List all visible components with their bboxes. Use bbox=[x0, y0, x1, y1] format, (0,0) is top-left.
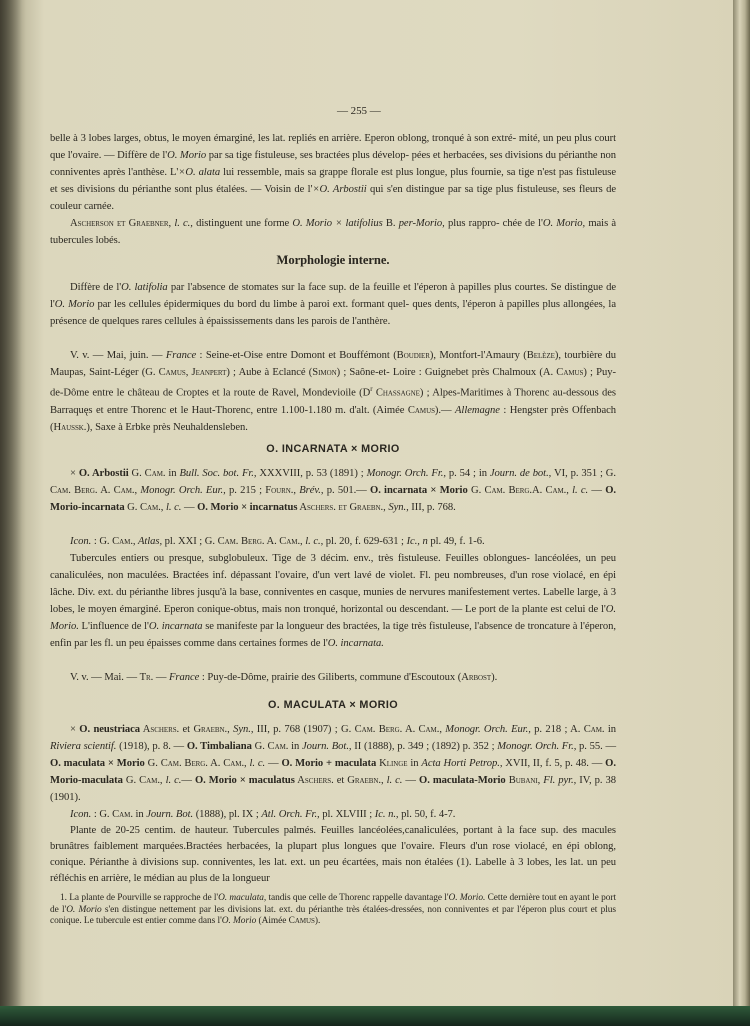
text-run: ) ; Alpes-Maritimes à Thorenc au-dessous des Barraquęs et entre Thorenc et le bbox=[50, 387, 616, 416]
text-run: mité, un peu plus court que l'ovaire. — Diffère de l' bbox=[50, 133, 616, 161]
text-run: XVII, II, f. 5, p. 48. — bbox=[502, 758, 606, 769]
text-run: bot., bbox=[532, 468, 552, 479]
text-run: Belèze bbox=[526, 350, 555, 361]
text-run: Cam. Berg.A. Cam., bbox=[484, 485, 569, 496]
text-run: — bbox=[181, 502, 198, 513]
text-run: Allemagne bbox=[455, 404, 500, 416]
text-run: et bbox=[333, 775, 348, 786]
text-run: et bbox=[179, 724, 194, 735]
text-run: G. bbox=[122, 775, 140, 786]
text-run: : Hengster près Offenbach ( bbox=[50, 404, 617, 433]
text-run: Monogr. Orch. Eur., bbox=[140, 485, 226, 496]
section-heading-maculata-morio: O. MACULATA × MORIO bbox=[267, 699, 399, 711]
text-run: Cam. bbox=[583, 724, 605, 735]
text-run: ( bbox=[523, 350, 527, 361]
incarnata-synonyms bbox=[50, 465, 616, 516]
text-run: courtes. Se distingue de l' bbox=[50, 282, 616, 310]
text-run: conique-obtus, mais non tronqué, horizontal ou descendant. — Le port de la plante est celui de l' bbox=[197, 604, 606, 615]
text-run: Monogr. Orch. bbox=[441, 724, 508, 735]
text-run: sup. des macules brunâtres faiblement marquées.Bractées herbacées, la plupart plus longues que l'ovaire. Fleurs bbox=[50, 825, 616, 852]
text-run: Aschers. bbox=[140, 724, 180, 735]
description-paragraph bbox=[50, 130, 616, 215]
text-run: Atlas, bbox=[135, 536, 163, 547]
incarnata-localities bbox=[50, 669, 616, 686]
text-run: VI, p. 351 ; G. bbox=[551, 468, 617, 479]
text-run: plus étalées. — Voisin de l' bbox=[195, 184, 313, 195]
text-run: p. 349 ; (1892) p. 352 ; bbox=[397, 741, 498, 752]
text-run: qui s'en distingue par sa tige plus fistuleuse, ses fleurs de couleur carnée. bbox=[50, 184, 616, 212]
text-run: O. Morio + maculata bbox=[281, 758, 377, 769]
text-run: Cam. Berg. A. Cam., bbox=[160, 758, 247, 769]
incarnata-icon-refs bbox=[50, 533, 616, 550]
text-run: lancéolées, un peu canaliculées, non maculées. Bractées inf. dépassant l'ovaire, d'un vert lavé de violet. Fl. bbox=[50, 553, 616, 581]
text-run: Morio bbox=[439, 485, 468, 496]
text-run: pées et herbacées, ses divisions du périanthe non conniventes après l'anthèse. L' bbox=[50, 150, 616, 178]
text-run: Camus bbox=[407, 404, 435, 416]
text-run: × bbox=[70, 468, 79, 479]
text-run: peu nombreuses, d'un rose violacé, en épi lâche. Div. ext. du périanthe libres jusqu'à la base, conniventes bbox=[50, 570, 616, 598]
text-run: per-Morio, bbox=[398, 218, 445, 229]
text-run: l. c. bbox=[568, 485, 589, 496]
text-run: (Aimée bbox=[256, 916, 289, 927]
text-run: Atl. Orch. Fr., bbox=[261, 809, 320, 820]
text-run: — bbox=[265, 758, 279, 769]
text-run: O. neustriaca bbox=[79, 724, 141, 735]
text-run: p. 218 ; A. bbox=[530, 724, 584, 735]
text-run: tandis que celle de Thorenc rappelle davantage l' bbox=[266, 893, 449, 903]
text-run: ), bbox=[86, 421, 93, 433]
text-run: IV, p. 38 (1901). bbox=[50, 775, 616, 803]
text-run: Brév., bbox=[299, 485, 324, 496]
text-run: : Puy-de-Dôme, prairie des Giliberts, commune d'Escoutoux ( bbox=[199, 672, 462, 683]
ascherson-note bbox=[50, 215, 616, 249]
text-run: très étalées-dressées, non conniventes et par l'éperon plus court et plus conique. Le tubercule est entier comme dans bbox=[50, 904, 617, 927]
text-run: Cam. Berg. A. Cam., bbox=[354, 724, 442, 735]
text-run: Journ. Bot. bbox=[146, 809, 194, 820]
text-run: et Graebn., bbox=[338, 502, 386, 513]
text-run: ), tourbière du Maupas, Saint-Léger (G. bbox=[50, 350, 617, 378]
book-cover-edge bbox=[0, 1006, 750, 1026]
text-run: se manifeste par la longueur des bractées, la tige très fistuleuse, l'absence bbox=[202, 621, 513, 632]
text-run: Camus bbox=[556, 367, 584, 378]
text-run: Tubercules entiers ou presque, subglobuleux. Tige de 3 décim. env., très fistuleuse. Feuilles oblongues- bbox=[70, 553, 530, 564]
text-run: in bbox=[165, 468, 180, 479]
text-run: Monogr. Orch. Fr., bbox=[497, 741, 577, 752]
text-run: ques dents, l'éperon à papilles plus allongées, la présence de quelques rares cellules à épaississements dans les bbox=[50, 299, 616, 327]
text-run: Saxe à Erbke près Neuhaldensleben. bbox=[95, 421, 248, 433]
text-run: lui ressemble, mais bbox=[220, 167, 305, 178]
text-run: O. Morio-maculata bbox=[50, 758, 616, 786]
text-run: O. incarnata. bbox=[327, 638, 384, 649]
text-run: s'en distingue nettement par les divisions lat. ext. du périanthe bbox=[101, 904, 343, 915]
text-run: pl. 20, f. 629-631 ; bbox=[323, 536, 407, 547]
text-run: O. latifolia bbox=[121, 282, 168, 293]
text-run: sa grappe florale est plus longue, plus fournie, sa tige n'est pas fistuleuse et ses divisions du périanthe sont bbox=[50, 167, 616, 195]
text-run: belle à 3 lobes larges, obtus, le moyen émarginé, les lat. repliés en arrière. Eperon oblong, tronqué à son extré- bbox=[50, 133, 517, 144]
text-run: G. bbox=[128, 468, 145, 479]
text-run: l. c., bbox=[302, 536, 324, 547]
text-run: Tr. bbox=[139, 672, 154, 683]
incarnata-description bbox=[50, 550, 616, 652]
text-run: Syn., bbox=[229, 724, 254, 735]
text-run: O. Morio bbox=[167, 150, 207, 161]
text-run: Cam. bbox=[267, 741, 289, 752]
text-run: p. 215 ; bbox=[225, 485, 266, 496]
page-gutter-shadow bbox=[0, 0, 22, 1006]
text-run: l. c. bbox=[383, 775, 403, 786]
text-run: O. maculata, bbox=[218, 893, 267, 903]
text-run: Fl. pyr., bbox=[540, 775, 577, 786]
text-run: II (1888), bbox=[351, 741, 395, 752]
text-run: Acta Horti Petrop., bbox=[421, 758, 503, 769]
text-run: chée de l' bbox=[502, 218, 543, 229]
text-run: G. bbox=[144, 758, 161, 769]
footnote bbox=[50, 893, 616, 928]
text-run: pl. XLVIII ; bbox=[319, 809, 375, 820]
maculata-synonyms bbox=[50, 721, 616, 806]
text-run: Camus, Jeanpert bbox=[158, 367, 227, 378]
text-run: O. Timbaliana bbox=[186, 741, 252, 752]
text-run: Bubani, bbox=[505, 775, 541, 786]
text-run: mais non étalées (1). Labelle à 3 lobes, les lat. un peu réfléchis en arrière, le médian au plus de la longueur bbox=[50, 857, 616, 884]
book-page-edge bbox=[733, 0, 750, 1026]
text-run: l. c. bbox=[246, 758, 266, 769]
text-run: (1888), pl. IX ; bbox=[193, 809, 262, 820]
text-run: Ic., n bbox=[406, 536, 428, 547]
text-run: p. 55. — bbox=[576, 741, 616, 752]
text-run: 1. La plante de Pourville se rapproche de l' bbox=[60, 893, 219, 903]
text-run: O. Morio bbox=[221, 916, 257, 927]
text-run: France bbox=[168, 672, 200, 683]
text-run: Haut-Thorenc, entre 1.100-1.180 m. d'alt. (Aimée bbox=[191, 404, 408, 416]
text-run: O. Morio bbox=[66, 904, 102, 915]
text-run: III, p. 768. bbox=[408, 502, 456, 513]
morphologie-paragraph bbox=[50, 279, 616, 330]
text-run: O. Morio × incarnatus bbox=[197, 502, 298, 513]
maculata-icon-refs bbox=[50, 806, 616, 823]
text-run: Eur., bbox=[511, 724, 531, 735]
text-run: p. 54 ; in bbox=[445, 468, 490, 479]
text-run: O. Morio × maculatus bbox=[194, 775, 295, 786]
text-run: O. Morio bbox=[54, 299, 95, 310]
text-run: par les cellules épidermiques du bord du limbe à paroi ext. formant quel- bbox=[94, 299, 410, 310]
text-run: Aschers. bbox=[294, 775, 334, 786]
text-run: mais à tubercules lobés. bbox=[50, 218, 616, 246]
text-run: : G. bbox=[91, 809, 113, 820]
text-run: Mondevioile (D bbox=[302, 387, 371, 399]
text-run: — bbox=[153, 672, 169, 683]
text-run: Ascherson et Graebner, bbox=[70, 218, 172, 229]
text-run: Icon. bbox=[70, 809, 92, 820]
text-run: Camus bbox=[288, 916, 315, 927]
text-run: O. Morio × latifolius bbox=[292, 218, 383, 229]
text-run: France bbox=[165, 350, 197, 361]
text-run: Aschers. bbox=[297, 502, 336, 513]
text-run: d'un rose violacé, en épi oblong, conique. Périanthe à divisions sup. conniventes, les lat. ext. un peu écartées, bbox=[50, 841, 616, 868]
text-run: ). bbox=[314, 916, 321, 927]
text-run: ) ; Saône-et- bbox=[336, 367, 390, 378]
text-run: pl. 49, f. 1-6. bbox=[427, 536, 485, 547]
section-heading-morphologie: Morphologie interne. bbox=[276, 253, 390, 267]
text-run: O. Morio-incarnata bbox=[50, 485, 617, 513]
text-run: par l'absence de stomates sur la face sup. de la feuille et l'éperon à papilles plus bbox=[167, 282, 512, 293]
text-run: Syn., bbox=[385, 502, 409, 513]
text-run: G. bbox=[251, 741, 268, 752]
maculata-description bbox=[50, 823, 616, 887]
text-run: ) ; Aube à Eclancé ( bbox=[226, 367, 313, 378]
text-run: O. Morio. bbox=[448, 893, 486, 903]
text-run: B. bbox=[382, 218, 399, 229]
text-run: O. Morio, bbox=[542, 218, 586, 229]
text-run: G. bbox=[124, 502, 140, 513]
text-run: Diffère de l' bbox=[70, 282, 122, 293]
text-run: Cette dernière tout en ayant le port de l' bbox=[50, 893, 616, 915]
text-run: pl. 50, f. 4-7. bbox=[398, 809, 456, 820]
text-run: Journ. Bot., bbox=[301, 741, 352, 752]
text-run: en casque, munies de nervures manifestement vertes. Labelle large, à 3 lobes, le moyen émarginé. Eperon bbox=[50, 587, 616, 615]
page-number: — 255 — bbox=[337, 105, 381, 117]
text-run: : G. bbox=[91, 536, 113, 547]
text-run: ), Montfort-l'Amaury bbox=[429, 350, 520, 361]
text-run: in bbox=[288, 741, 302, 752]
text-run: par sa tige fistuleuse, ses bractées plus dévelop- bbox=[206, 150, 409, 161]
text-run: — bbox=[402, 775, 420, 786]
text-run: r bbox=[370, 385, 373, 393]
text-run: V. v. — Mai, juin. — bbox=[70, 350, 166, 361]
text-run: ). bbox=[491, 672, 498, 683]
text-run: O. incarnata bbox=[148, 621, 203, 632]
text-run: Icon. bbox=[70, 536, 92, 547]
text-run: Ic. n., bbox=[374, 809, 399, 820]
text-run: pl. XXI ; G. bbox=[162, 536, 218, 547]
text-run: Boudier bbox=[396, 350, 430, 361]
text-run: parois de l'anthère. bbox=[311, 316, 391, 327]
text-run: Arbost bbox=[461, 672, 492, 683]
text-run: Graebn., bbox=[347, 775, 384, 786]
text-run: l' bbox=[217, 916, 222, 927]
text-run: O. Arbostii bbox=[78, 468, 129, 479]
text-run: Plante de 20-25 centim. de hauteur. Tubercules palmés. Feuilles lancéolées,canaliculées, portant à la face bbox=[70, 825, 537, 836]
text-run: Journ. de bbox=[489, 468, 530, 479]
text-run: G. bbox=[467, 485, 485, 496]
text-run: Loire : Guignebet près Chalmoux (A. bbox=[392, 367, 557, 378]
text-run: O. Morio. bbox=[50, 604, 616, 632]
text-run: III, p. 768 (1907) ; G. bbox=[253, 724, 355, 735]
text-run: Cam. Berg. A. Cam., bbox=[217, 536, 303, 547]
text-run: — bbox=[181, 775, 192, 786]
text-run: ×O. Arbostii bbox=[312, 184, 367, 195]
text-run: in bbox=[132, 809, 147, 820]
text-run: Simon bbox=[312, 367, 337, 378]
section-heading-incarnata-morio: O. INCARNATA × MORIO bbox=[266, 443, 400, 455]
text-run: — bbox=[588, 485, 606, 496]
text-run: ) ; Puy-de-Dôme entre le château de Croptes et la route de Ravel, bbox=[50, 367, 616, 399]
text-run: V. v. — Mai. — bbox=[70, 672, 140, 683]
text-run: Klinge bbox=[376, 758, 408, 769]
text-run: L'influence de l' bbox=[81, 621, 149, 632]
localities-paragraph bbox=[50, 347, 616, 436]
text-run: Chassagne bbox=[372, 387, 420, 399]
text-run: O. incarnata × bbox=[370, 485, 437, 496]
text-run: p. 501.— bbox=[323, 485, 370, 496]
text-run: distinguent une forme bbox=[192, 218, 293, 229]
text-run: Cam., bbox=[139, 775, 163, 786]
text-run: in bbox=[604, 724, 617, 735]
text-run: Monogr. Orch. Fr., bbox=[366, 468, 446, 479]
text-run: Haussk. bbox=[53, 421, 87, 433]
text-run: : Seine-et-Oise entre Domont et Bouffémont ( bbox=[196, 350, 397, 361]
text-run: Cam. bbox=[144, 468, 166, 479]
text-run: XXXVIII, p. 53 (1891) ; bbox=[256, 468, 367, 479]
text-run: Bull. Soc. bot. Fr., bbox=[179, 468, 257, 479]
text-run: (1918), p. 8. — bbox=[116, 741, 187, 752]
text-run: ×O. alata bbox=[178, 167, 221, 178]
text-run: × bbox=[70, 724, 80, 735]
text-run: ).— bbox=[434, 404, 456, 416]
text-run: Riviera scientif. bbox=[50, 741, 117, 752]
text-run: Cam., bbox=[139, 502, 164, 513]
text-run: de troncature à l'éperon, enfin par les fl. un peu épaisses comme dans certaines formes de l' bbox=[50, 621, 616, 649]
text-run: l. c., bbox=[174, 218, 193, 229]
text-run: l. c. bbox=[163, 502, 182, 513]
text-run: Cam. bbox=[112, 809, 133, 820]
text-run: O. maculata × Morio bbox=[50, 758, 145, 769]
text-run: Fourn., bbox=[265, 485, 296, 496]
text-run: Cam., bbox=[112, 536, 136, 547]
text-run: plus rappro- bbox=[444, 218, 500, 229]
text-run: in bbox=[407, 758, 422, 769]
text-run: Graebn., bbox=[193, 724, 230, 735]
text-run: Cam. Berg. A. Cam., bbox=[50, 485, 138, 496]
text-run: O. maculata-Morio bbox=[419, 775, 506, 786]
text-run: l. c. bbox=[162, 775, 182, 786]
